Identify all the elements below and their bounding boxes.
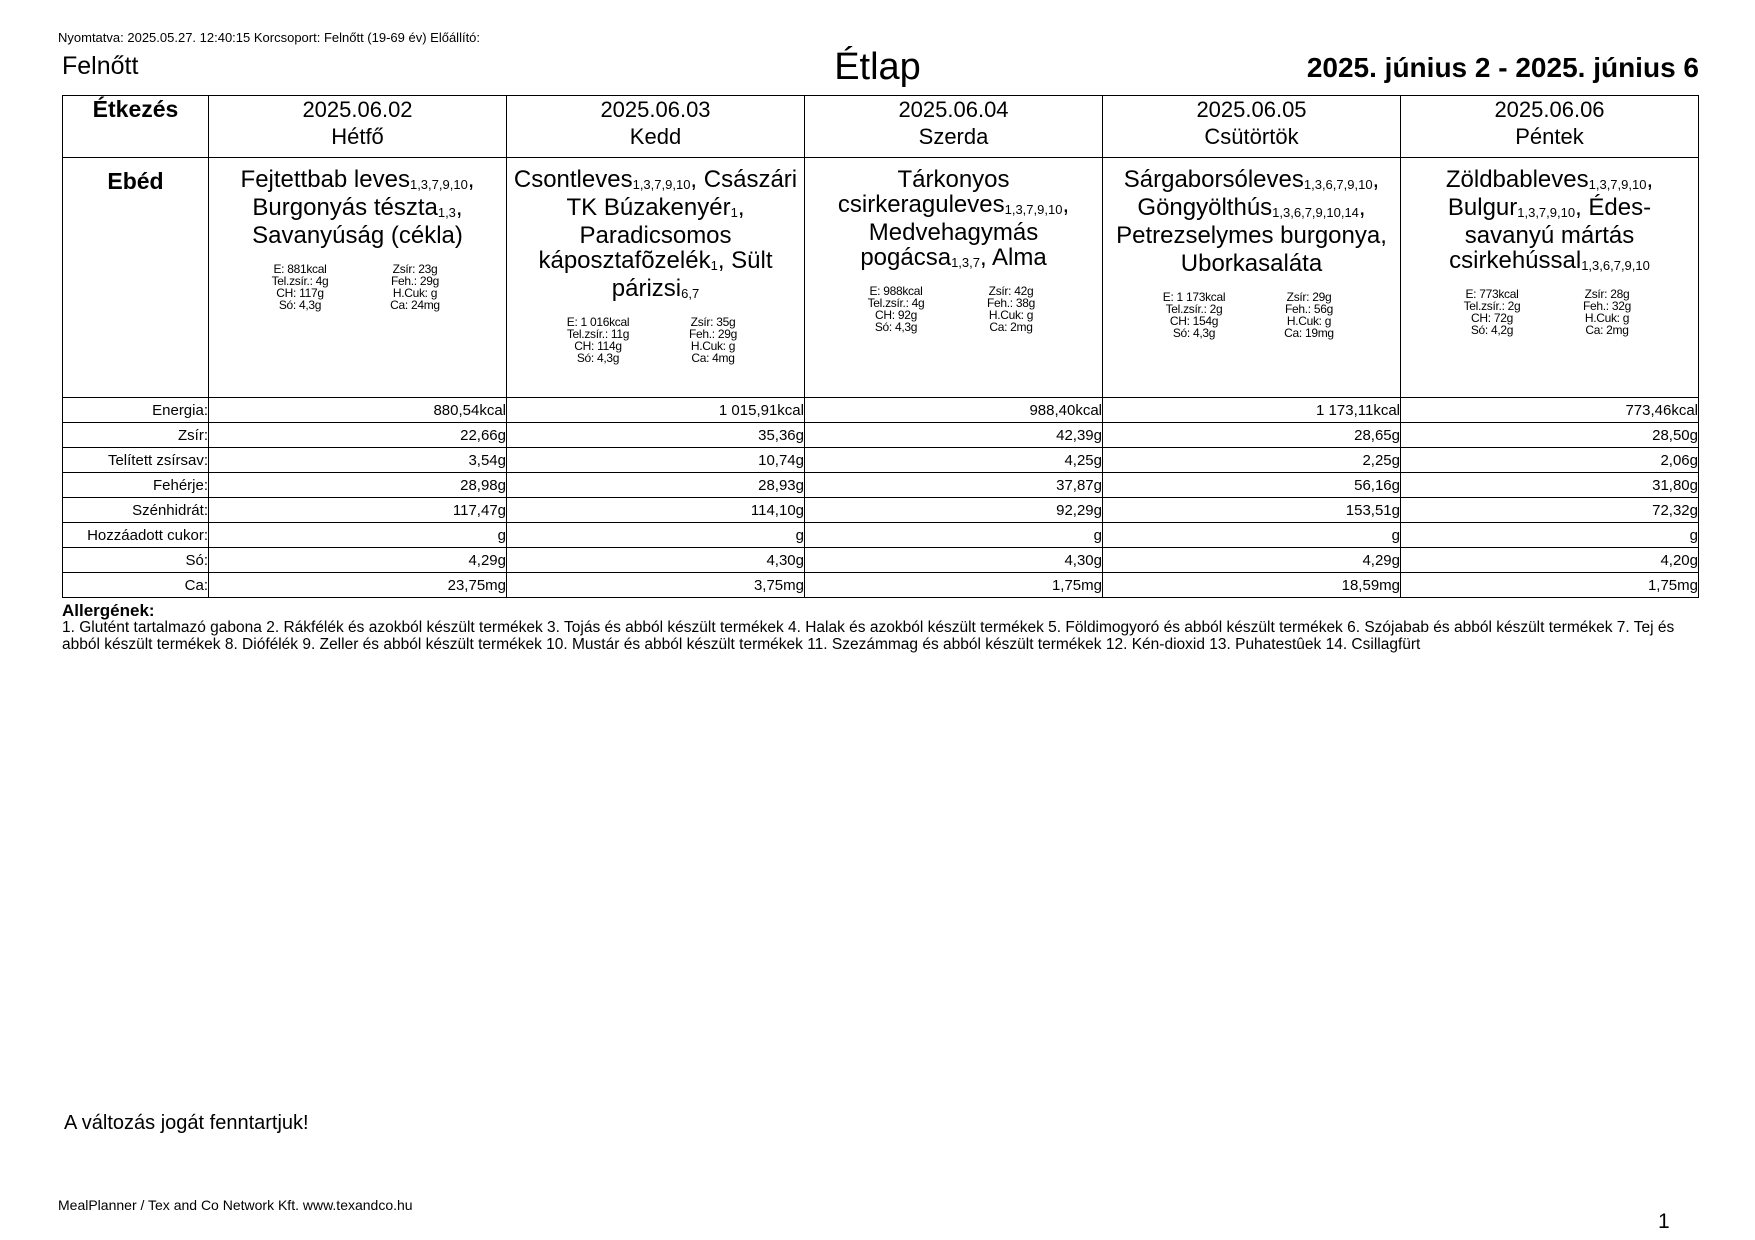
nutrition-item: Tel.zsír.: 4g <box>867 296 925 310</box>
nutrient-value: 28,98g <box>209 473 507 498</box>
nutrient-value: 2,06g <box>1401 448 1699 473</box>
day-date: 2025.06.02 <box>302 97 413 122</box>
dish-allergen-codes: 1,3,7,9,10 <box>1004 202 1063 217</box>
nutrition-item: CH: 117g <box>276 286 324 300</box>
dish-name: Csontleves <box>513 166 633 193</box>
dish-name: Medvehagymás pogácsa <box>860 219 1039 271</box>
nutrient-value: 92,29g <box>805 498 1103 523</box>
nutrient-row <box>63 448 1699 473</box>
nutrient-value: 22,66g <box>209 423 507 448</box>
nutrition-item: E: 1 016kcal <box>566 315 630 329</box>
nutrition-item: Só: 4,3g <box>576 351 620 365</box>
dish-allergen-codes: 1 <box>730 205 738 220</box>
day-date: 2025.06.04 <box>898 97 1009 122</box>
dish-allergen-codes: 6,7 <box>681 286 700 301</box>
nutrition-summary <box>1435 288 1665 336</box>
lunch-row <box>63 158 1699 398</box>
dish-allergen-codes: 1,3,6,7,9,10,14 <box>1272 205 1359 220</box>
nutrient-value: 31,80g <box>1401 473 1699 498</box>
nutrition-item: Tel.zsír.: 2g <box>1165 302 1223 316</box>
dish-separator: , <box>467 166 475 193</box>
nutrition-item: Tel.zsír.: 11g <box>566 327 630 341</box>
nutrition-item: H.Cuk: g <box>988 308 1034 322</box>
nutrient-row <box>63 548 1699 573</box>
nutrition-item: Zsír: 28g <box>1584 287 1630 301</box>
dish-separator: , <box>455 194 463 221</box>
nutrition-item: Feh.: 38g <box>986 296 1035 310</box>
day-header <box>1103 96 1401 158</box>
nutrition-item: E: 988kcal <box>869 284 923 298</box>
dish-name: Savanyúság (cékla) <box>252 222 463 249</box>
dish-list <box>209 158 506 251</box>
page-number: 1 <box>1658 1210 1670 1233</box>
nutrient-value: g <box>805 523 1103 548</box>
dish-separator: , <box>717 247 725 274</box>
nutrition-item: Zsír: 35g <box>690 315 736 329</box>
nutrient-value: 988,40kcal <box>805 398 1103 423</box>
nutrient-label: Só: <box>63 548 209 573</box>
nutrition-item: Só: 4,3g <box>278 298 322 312</box>
nutrient-label: Fehérje: <box>63 473 209 498</box>
nutrition-item: H.Cuk: g <box>1286 314 1332 328</box>
day-date: 2025.06.06 <box>1494 97 1605 122</box>
meal-label: Ebéd <box>63 158 209 398</box>
nutrient-value: 153,51g <box>1103 498 1401 523</box>
date-range: 2025. június 2 - 2025. június 6 <box>1306 52 1699 83</box>
nutrient-label: Telített zsírsav: <box>63 448 209 473</box>
day-header <box>1401 96 1699 158</box>
dish-allergen-codes: 1,3,7,9,10 <box>1588 177 1647 192</box>
nutrition-item: E: 881kcal <box>273 262 327 276</box>
nutrient-value: 42,39g <box>805 423 1103 448</box>
nutrition-item: Feh.: 32g <box>1582 299 1631 313</box>
nutrient-value: 4,25g <box>805 448 1103 473</box>
nutrient-value: g <box>209 523 507 548</box>
menu-table <box>62 95 1699 598</box>
nutrient-row <box>63 498 1699 523</box>
dish-separator: , <box>1380 222 1387 249</box>
nutrition-item: CH: 92g <box>875 308 917 322</box>
dish-allergen-codes: 1,3,7,9,10 <box>409 177 468 192</box>
dish-allergen-codes: 1,3,7,9,10 <box>1517 205 1576 220</box>
nutrition-item: Ca: 4mg <box>691 351 735 365</box>
dish-allergen-codes: 1,3,6,7,9,10 <box>1303 177 1373 192</box>
nutrition-summary <box>243 263 473 311</box>
nutrient-value: 1 173,11kcal <box>1103 398 1401 423</box>
nutrition-item: Ca: 2mg <box>989 320 1033 334</box>
nutrient-value: 1,75mg <box>805 573 1103 598</box>
nutrition-item: H.Cuk: g <box>392 286 438 300</box>
nutrient-value: 4,30g <box>507 548 805 573</box>
meal-cell <box>507 158 805 398</box>
nutrition-item: Tel.zsír.: 4g <box>271 274 329 288</box>
nutrition-item: Feh.: 56g <box>1284 302 1333 316</box>
day-date: 2025.06.03 <box>600 97 711 122</box>
nutrient-value: 4,20g <box>1401 548 1699 573</box>
nutrition-item: Zsír: 42g <box>988 284 1034 298</box>
disclaimer-note: A változás jogát fenntartjuk! <box>64 1112 309 1134</box>
meal-column-header: Étkezés <box>63 96 209 158</box>
dish-list <box>1401 158 1698 276</box>
nutrient-row <box>63 423 1699 448</box>
nutrition-item: Feh.: 29g <box>390 274 439 288</box>
dish-name: Császári TK Búzakenyér <box>566 166 798 221</box>
allergen-title: Allergének: <box>62 601 155 620</box>
dish-separator: , <box>1575 194 1582 221</box>
dish-separator: , <box>1372 166 1380 193</box>
nutrient-label: Zsír: <box>63 423 209 448</box>
nutrient-label: Hozzáadott cukor: <box>63 523 209 548</box>
nutrition-item: Ca: 2mg <box>1585 323 1629 337</box>
dish-name: Bulgur <box>1447 194 1518 221</box>
day-date: 2025.06.05 <box>1196 97 1307 122</box>
dish-name: Petrezselymes burgonya <box>1116 222 1381 249</box>
dish-name: Tárkonyos csirkeraguleves <box>837 166 1010 218</box>
dish-name: Fejtettbab leves <box>240 166 410 193</box>
nutrition-item: CH: 72g <box>1471 311 1513 325</box>
nutrient-value: 1 015,91kcal <box>507 398 805 423</box>
nutrition-item: Tel.zsír.: 2g <box>1463 299 1521 313</box>
nutrient-value: 114,10g <box>507 498 805 523</box>
dish-name: Édes-savanyú mártás csirkehússal <box>1449 194 1652 274</box>
dish-allergen-codes: 1,3,7 <box>951 255 980 270</box>
nutrition-item: CH: 114g <box>574 339 622 353</box>
nutrition-item: CH: 154g <box>1169 314 1219 328</box>
nutrition-summary <box>1137 291 1367 339</box>
meal-cell <box>1401 158 1699 398</box>
nutrient-label: Szénhidrát: <box>63 498 209 523</box>
meal-cell <box>209 158 507 398</box>
dish-separator: , <box>737 194 745 221</box>
nutrient-value: g <box>507 523 805 548</box>
nutrition-item: Ca: 19mg <box>1284 326 1334 340</box>
day-header <box>805 96 1103 158</box>
nutrition-item: Feh.: 29g <box>688 327 737 341</box>
dish-allergen-codes: 1,3,6,7,9,10 <box>1581 258 1650 273</box>
dish-name: Alma <box>992 244 1047 271</box>
dish-name: Sült párizsi <box>611 247 773 302</box>
nutrient-value: 56,16g <box>1103 473 1401 498</box>
nutrient-value: 773,46kcal <box>1401 398 1699 423</box>
allergen-list: 1. Glutént tartalmazó gabona 2. Rákfélék és azokból készült termékek 3. Tojás és abból készült termékek 4. Halak és azokból készült termékek 5. Földimogyoró és abból készült termékek 6. Szójabab és abból készült termékek 7. Tej és abból készült termékek 8. Diófélék 9. Zeller és abból készült termékek 10. Mustár és abból készült termékek 11. Szezámmag és abból készült termékek 12. Kén-dioxid 13. Puhatestûek 14. Csillagfürt <box>62 619 1675 653</box>
dish-allergen-codes: 1,3,7,9,10 <box>632 177 691 192</box>
nutrient-value: 117,47g <box>209 498 507 523</box>
nutrient-row <box>63 523 1699 548</box>
dish-allergen-codes: 1,3 <box>437 205 456 220</box>
nutrient-value: g <box>1103 523 1401 548</box>
day-weekday: Csütörtök <box>1204 124 1299 149</box>
print-info: Nyomtatva: 2025.05.27. 12:40:15 Korcsoport: Felnőtt (19-69 év) Előállító: <box>58 30 481 45</box>
nutrition-item: Só: 4,2g <box>1470 323 1514 337</box>
dish-name: Göngyölthús <box>1137 194 1273 221</box>
dish-name: Paradicsomos káposztafõzelék <box>538 222 732 274</box>
nutrient-value: 3,54g <box>209 448 507 473</box>
nutrient-value: 3,75mg <box>507 573 805 598</box>
nutrition-item: H.Cuk: g <box>1584 311 1630 325</box>
day-header <box>507 96 805 158</box>
day-header <box>209 96 507 158</box>
allergen-legend <box>62 602 1702 653</box>
nutrient-row <box>63 573 1699 598</box>
dish-name: Zöldbableves <box>1445 166 1589 193</box>
nutrient-value: 4,29g <box>209 548 507 573</box>
nutrition-item: Ca: 24mg <box>390 298 440 312</box>
dish-separator: , <box>1062 191 1070 218</box>
nutrient-value: 35,36g <box>507 423 805 448</box>
nutrient-value: 4,29g <box>1103 548 1401 573</box>
day-weekday: Péntek <box>1515 124 1584 149</box>
nutrient-value: 37,87g <box>805 473 1103 498</box>
meal-cell <box>1103 158 1401 398</box>
dish-allergen-codes: 1 <box>710 258 718 273</box>
nutrient-value: 880,54kcal <box>209 398 507 423</box>
nutrient-value: 1,75mg <box>1401 573 1699 598</box>
nutrition-item: Zsír: 23g <box>392 262 438 276</box>
date-header-row <box>63 96 1699 158</box>
nutrient-value: g <box>1401 523 1699 548</box>
nutrient-value: 18,59mg <box>1103 573 1401 598</box>
dish-separator: , <box>979 244 987 271</box>
dish-name: Burgonyás tészta <box>252 194 438 221</box>
footer-source: MealPlanner / Tex and Co Network Kft. www.texandco.hu <box>58 1197 413 1213</box>
dish-name: Sárgaborsóleves <box>1123 166 1304 193</box>
nutrition-item: Zsír: 29g <box>1286 290 1332 304</box>
nutrition-item: E: 773kcal <box>1465 287 1519 301</box>
dish-separator: , <box>1646 166 1654 193</box>
nutrition-item: H.Cuk: g <box>690 339 736 353</box>
nutrient-value: 28,50g <box>1401 423 1699 448</box>
dish-list <box>1103 158 1400 279</box>
nutrition-item: Só: 4,3g <box>874 320 918 334</box>
nutrition-item: E: 1 173kcal <box>1162 290 1226 304</box>
nutrient-label: Ca: <box>63 573 209 598</box>
nutrient-value: 4,30g <box>805 548 1103 573</box>
dish-list <box>507 158 804 304</box>
nutrition-summary <box>541 316 771 364</box>
meal-cell <box>805 158 1103 398</box>
day-weekday: Hétfő <box>331 124 384 149</box>
nutrient-value: 28,65g <box>1103 423 1401 448</box>
age-group-title: Felnőtt <box>62 52 139 80</box>
dish-list <box>805 158 1102 273</box>
nutrient-value: 10,74g <box>507 448 805 473</box>
nutrient-row <box>63 398 1699 423</box>
nutrient-value: 72,32g <box>1401 498 1699 523</box>
nutrient-value: 23,75mg <box>209 573 507 598</box>
dish-separator: , <box>690 166 698 193</box>
nutrition-summary <box>839 285 1069 333</box>
nutrient-label: Energia: <box>63 398 209 423</box>
dish-name: Uborkasaláta <box>1180 250 1323 277</box>
day-weekday: Kedd <box>629 124 682 149</box>
nutrient-value: 2,25g <box>1103 448 1401 473</box>
nutrient-row <box>63 473 1699 498</box>
nutrient-value: 28,93g <box>507 473 805 498</box>
dish-separator: , <box>1358 194 1366 221</box>
page-title: Étlap <box>834 46 921 88</box>
day-weekday: Szerda <box>918 124 989 149</box>
nutrition-item: Só: 4,3g <box>1172 326 1216 340</box>
